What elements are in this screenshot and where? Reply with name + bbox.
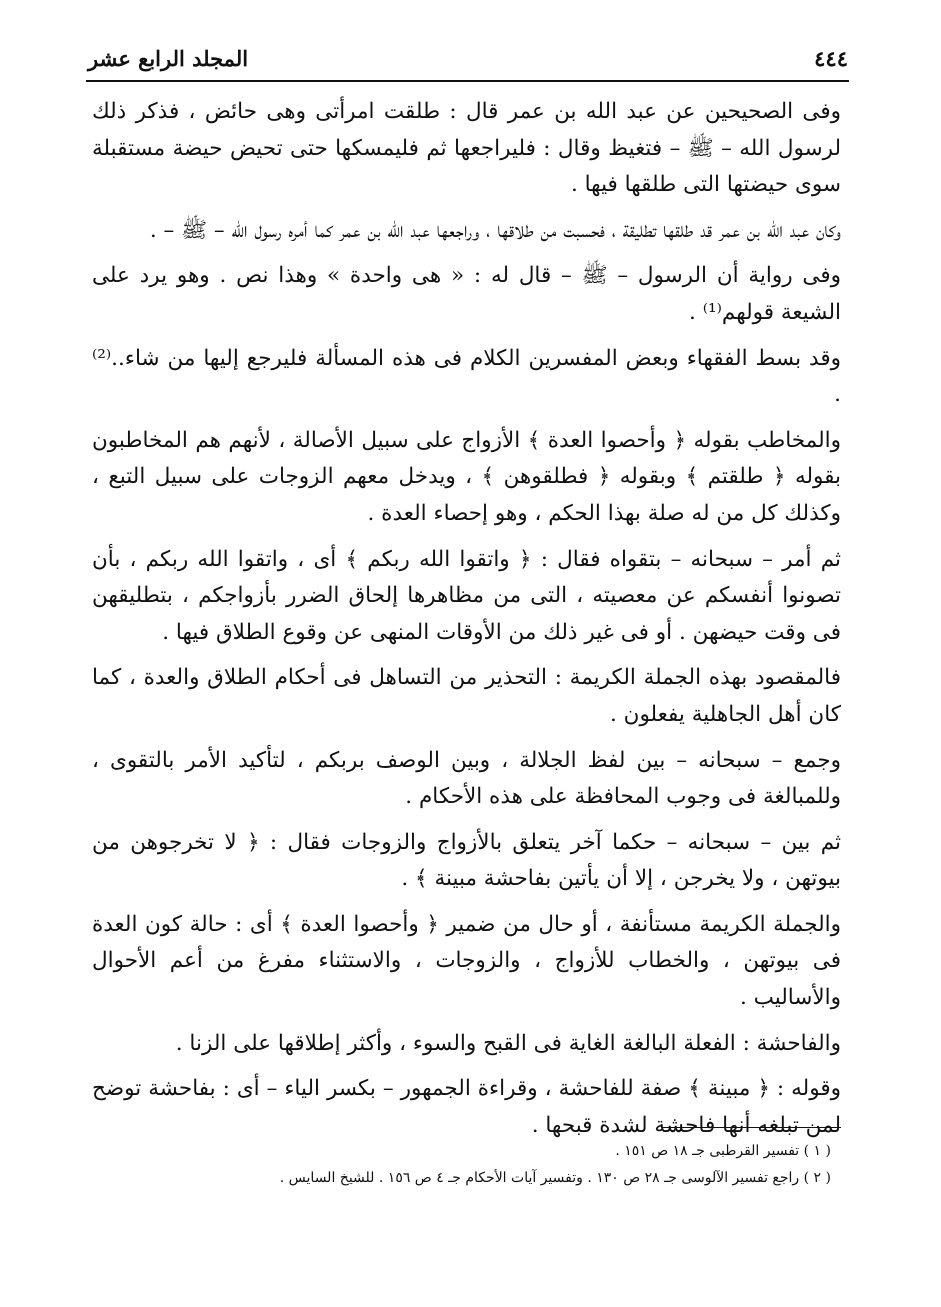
- body-text: [92, 94, 841, 1144]
- header-divider: [86, 80, 849, 82]
- footnotes: [100, 1138, 831, 1192]
- footnote: ( ٢ ) راجع تفسير الآلوسى جـ ٢٨ ص ١٣٠ . وتفسير آيات الأحكام جـ ٤ ص ١٥٦ . للشيخ السايس .: [279, 1170, 831, 1186]
- paragraph: ثم بين – سبحانه – حكما آخر يتعلق بالأزواج والزوجات فقال : ﴿ لا تخرجوهن من بيوتهن ، ولا يخرجن ، إلا أن يأتين بفاحشة مبينة ﴾ .: [92, 829, 841, 892]
- paragraph: والجملة الكريمة مستأنفة ، أو حال من ضمير ﴿ وأحصوا العدة ﴾ أى : حالة كون العدة فى بيوتهن ، والخطاب للأزواج ، والزوجات ، والاستثناء مفرغ من أعم الأحوال والأساليب .: [92, 911, 841, 1011]
- paragraph: فالمقصود بهذه الجملة الكريمة : التحذير من التساهل فى أحكام الطلاق والعدة ، كما كان أهل الجاهلية يفعلون .: [92, 665, 841, 727]
- paragraph: ثم أمر – سبحانه – بتقواه فقال : ﴿ واتقوا الله ربكم ﴾ أى ، واتقوا الله ربكم ، بأن تصونوا أنفسكم عن معصيته ، التى من مظاهرها إلحاق الضرر بأزواجكم ، بتطليقهن فى وقت حيضهن . أو فى غير ذلك من الأوقات المنهى عن وقوع الطلاق فيها .: [92, 546, 841, 645]
- page-header: [88, 38, 848, 78]
- paragraph: وجمع – سبحانه – بين لفظ الجلالة ، وبين الوصف بربكم ، لتأكيد الأمر بالتقوى ، وللمبالغة فى وجوب المحافظة على هذه الأحكام .: [92, 747, 841, 810]
- paragraph: والفاحشة : الفعلة البالغة الغاية فى القبح والسوء ، وأكثر إطلاقها على الزنا .: [175, 1030, 841, 1056]
- paragraph: وقد بسط الفقهاء وبعض المفسرين الكلام فى هذه المسألة فليرجع إليها من شاء..⁽²⁾ .: [92, 345, 841, 408]
- footnote-divider: [661, 1127, 841, 1128]
- footnote: ( ١ ) تفسير القرطبى جـ ١٨ ص ١٥١ .: [615, 1143, 831, 1159]
- paragraph: والمخاطب بقوله ﴿ وأحصوا العدة ﴾ الأزواج على سبيل الأصالة ، لأنهم هم المخاطبون بقوله ﴿ طلقتم ﴾ وبقوله ﴿ فطلقوهن ﴾ ، ويدخل معهم الزوجات على سبيل التبع ، وكذلك كل من له صلة بهذا الحكم ، وهو إحصاء العدة .: [92, 427, 841, 526]
- paragraph: وفى رواية أن الرسول – ﷺ – قال له : « هى واحدة » وهذا نص . وهو يرد على الشيعة قولهم⁽¹⁾ .: [92, 263, 841, 325]
- paragraph: وفى الصحيحين عن عبد الله بن عمر قال : طلقت امرأتى وهى حائض ، فذكر ذلك لرسول الله – ﷺ – فتغيظ وقال : فليراجعها ثم فليمسكها حتى تحيض حيضة مستقبلة سوى حيضتها التى طلقها فيها .: [92, 99, 841, 198]
- volume-title: المجلد الرابع عشر: [88, 45, 249, 71]
- paragraph: وقوله : ﴿ مبينة ﴾ صفة للفاحشة ، وقراءة الجمهور – بكسر الياء – أى : بفاحشة توضح لمن تبلغه أنها فاحشة لشدة قبحها .: [92, 1076, 841, 1138]
- page-number: ٤٤٤: [814, 45, 848, 71]
- paragraph: وكان عبد الله بن عمر قد طلقها تطليقة ، فحسبت من طلاقها ، وراجعها عبد الله بن عمر كما أمره رسول الله – ﷺ – .: [149, 217, 841, 243]
